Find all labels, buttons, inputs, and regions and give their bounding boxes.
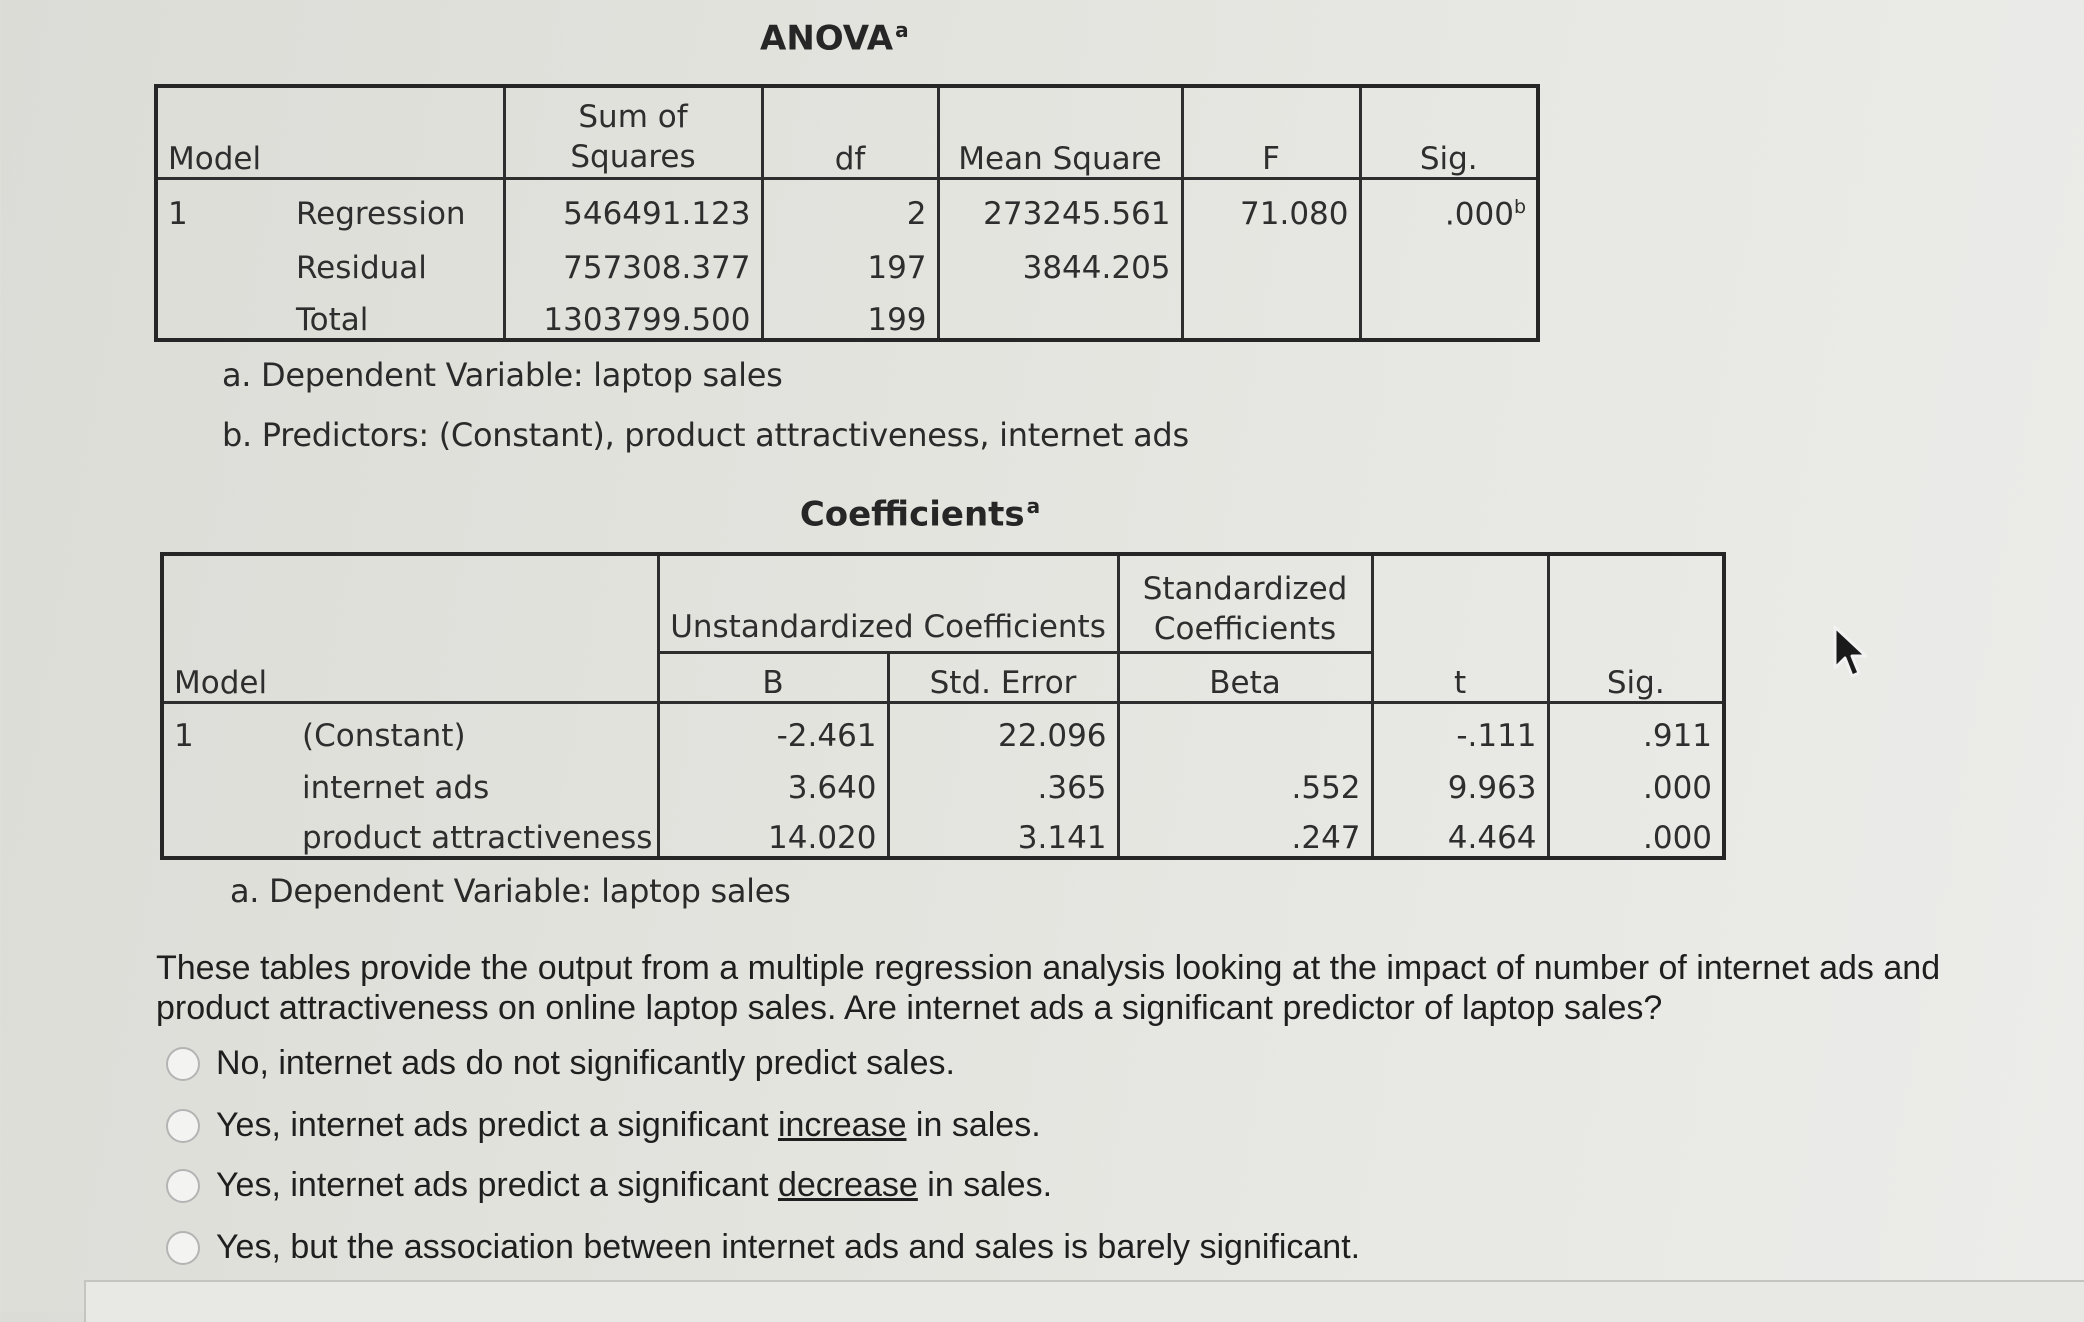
anova-cell-f	[1182, 286, 1360, 340]
mouse-pointer-icon	[1832, 624, 1872, 682]
coef-cell-t: 9.963	[1372, 754, 1548, 806]
anova-cell-df: 199	[762, 286, 938, 340]
coef-cell-b: 3.640	[658, 754, 888, 806]
option-label-post: in sales.	[906, 1106, 1041, 1144]
anova-cell-ss: 546491.123	[504, 178, 762, 232]
anova-cell-ss: 1303799.500	[504, 286, 762, 340]
coef-cell-sig: .000	[1548, 754, 1724, 806]
anova-note-a: a. Dependent Variable: laptop sales	[222, 356, 783, 394]
coef-header-row-1	[162, 554, 1724, 652]
radio-button-icon[interactable]	[166, 1169, 200, 1203]
radio-button-icon[interactable]	[166, 1231, 200, 1265]
option-label: No, internet ads do not significantly predict sales.	[216, 1044, 955, 1082]
anova-title	[760, 18, 909, 59]
anova-header-f: F	[1182, 86, 1360, 178]
anova-row-label: Total	[296, 302, 369, 338]
answer-option-3[interactable]	[166, 1166, 1052, 1205]
option-label-underlined: increase	[777, 1106, 907, 1144]
anova-cell-f	[1182, 232, 1360, 286]
anova-row-label: Residual	[296, 250, 427, 286]
table-row	[156, 232, 1538, 286]
anova-header-sig: Sig.	[1360, 86, 1538, 178]
table-row	[156, 178, 1538, 232]
anova-sig-mark: b	[1513, 195, 1527, 218]
anova-sig-value: .000	[1444, 196, 1514, 232]
option-label-pre: Yes, internet ads predict a significant	[216, 1106, 778, 1144]
anova-header-model: Model	[156, 86, 504, 178]
radio-button-icon[interactable]	[166, 1109, 200, 1143]
anova-table	[154, 84, 1540, 342]
coef-cell-b: 14.020	[658, 806, 888, 858]
coef-cell-t: 4.464	[1372, 806, 1548, 858]
table-row	[162, 702, 1724, 754]
table-row	[162, 754, 1724, 806]
anova-note-b: b. Predictors: (Constant), product attractiveness, internet ads	[222, 416, 1189, 454]
option-label-underlined: decrease	[777, 1166, 918, 1204]
coef-header-beta: Beta	[1118, 652, 1372, 702]
coef-cell-beta: .247	[1118, 806, 1372, 858]
coef-cell-se: .365	[888, 754, 1118, 806]
coef-model-number: 1	[174, 718, 194, 754]
coef-row-label: product attractiveness	[302, 820, 653, 856]
coef-cell-sig: .000	[1548, 806, 1724, 858]
answer-option-2[interactable]	[166, 1106, 1041, 1145]
coef-header-sig: Sig.	[1548, 554, 1724, 702]
anova-header-df: df	[762, 86, 938, 178]
anova-cell-sig	[1360, 178, 1538, 232]
coef-cell-sig: .911	[1548, 702, 1724, 754]
option-label: Yes, but the association between internet ads and sales is barely significant.	[216, 1228, 1361, 1266]
coef-cell-beta: .552	[1118, 754, 1372, 806]
coef-cell-se: 22.096	[888, 702, 1118, 754]
coef-header-unstd: Unstandardized Coefficients	[658, 554, 1118, 652]
anova-cell-ms: 3844.205	[938, 232, 1182, 286]
option-label	[216, 1106, 1041, 1145]
coefficients-title	[780, 494, 1060, 534]
anova-title-text: ANOVA	[760, 18, 894, 59]
anova-header-ss-line1: Sum of	[578, 98, 688, 135]
table-row	[156, 286, 1538, 340]
anova-cell-df: 2	[762, 178, 938, 232]
option-label	[216, 1166, 1052, 1205]
coef-cell-t: -.111	[1372, 702, 1548, 754]
coefficients-title-mark: a	[1026, 494, 1041, 518]
answer-option-4[interactable]	[166, 1228, 1360, 1267]
coef-row-label: (Constant)	[302, 718, 466, 754]
coef-header-std-line2: Coefficients	[1153, 610, 1337, 647]
anova-cell-ms	[938, 286, 1182, 340]
option-label-post: in sales.	[917, 1166, 1053, 1204]
option-label-pre: Yes, internet ads predict a significant	[216, 1166, 778, 1204]
answer-option-1[interactable]	[166, 1044, 955, 1083]
anova-cell-df: 197	[762, 232, 938, 286]
coef-header-t: t	[1372, 554, 1548, 702]
anova-header-ss	[504, 86, 762, 178]
anova-row-label: Regression	[296, 196, 466, 232]
coef-header-se: Std. Error	[888, 652, 1118, 702]
coef-cell-beta	[1118, 702, 1372, 754]
coef-header-std-line1: Standardized	[1142, 570, 1348, 607]
anova-header-row	[156, 86, 1538, 178]
coefficients-table	[160, 552, 1726, 860]
coef-header-model: Model	[162, 554, 658, 702]
anova-cell-ss: 757308.377	[504, 232, 762, 286]
anova-cell-sig	[1360, 286, 1538, 340]
anova-header-ss-line2: Squares	[570, 138, 696, 175]
table-row	[162, 806, 1724, 858]
anova-header-ms: Mean Square	[938, 86, 1182, 178]
coef-header-b: B	[658, 652, 888, 702]
anova-cell-f: 71.080	[1182, 178, 1360, 232]
anova-model-number: 1	[168, 196, 188, 232]
question-text: These tables provide the output from a multiple regression analysis looking at the impact of number of internet ads and product attractiveness on online laptop sales. Are internet ads a significant predictor of laptop sales?	[156, 949, 1941, 1027]
coef-cell-se: 3.141	[888, 806, 1118, 858]
radio-button-icon[interactable]	[166, 1047, 200, 1081]
anova-title-mark: a	[895, 18, 909, 42]
coef-header-std	[1118, 554, 1372, 652]
anova-cell-ms: 273245.561	[938, 178, 1182, 232]
coefficients-note-a: a. Dependent Variable: laptop sales	[230, 872, 791, 910]
anova-cell-sig	[1360, 232, 1538, 286]
coef-cell-b: -2.461	[658, 702, 888, 754]
coef-row-label: internet ads	[302, 770, 490, 806]
coefficients-title-text: Coefficients	[799, 494, 1025, 535]
next-panel-edge	[84, 1280, 2084, 1322]
